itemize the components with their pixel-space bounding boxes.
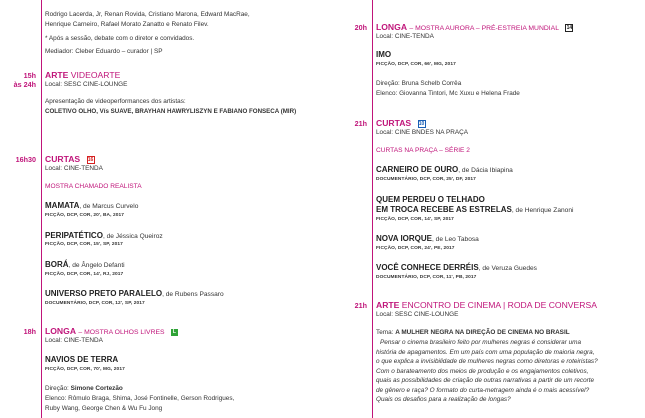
- r-longa-local: Local: CINE-TENDA: [376, 33, 434, 40]
- film-meta: FICÇÃO, DCP, COR, 24', PE, 2017: [376, 246, 455, 251]
- rating-10-icon: 10: [418, 121, 425, 127]
- film-meta: FICÇÃO, DCP, COR, 15', SP, 2017: [45, 242, 123, 247]
- longa-film-meta: FICÇÃO, DCP, COR, 70', MG, 2017: [45, 367, 125, 372]
- r-arte-text-line: de gênero e raça? O formato do curta-metragem ainda é o mais acessível?: [376, 387, 590, 394]
- intro-mediation: Mediador: Cleber Eduardo – curador | SP: [45, 48, 163, 55]
- r-longa-cast: Elenco: Giovanna Tintori, Mc Xuxu e Helena Frade: [376, 90, 520, 97]
- film-title: MAMATA, de Marcus Curvelo: [45, 201, 139, 210]
- longa-local: Local: CINE-TENDA: [45, 337, 103, 344]
- r-curtas-heading: [376, 119, 426, 128]
- longa-title: LONGA: [45, 326, 77, 336]
- film-title: BORÁ, de Ângelo Defanti: [45, 260, 125, 269]
- film-title: CARNEIRO DE OURO, de Dácia Ibiapina: [376, 165, 513, 174]
- r-longa-time: 20h: [354, 23, 367, 32]
- film-meta: FICÇÃO, DCP, COR, 14', RJ, 2017: [45, 272, 124, 277]
- film-title: QUEM PERDEU O TELHADO: [376, 195, 485, 204]
- r-arte-time: 21h: [354, 301, 367, 310]
- film-meta: DOCUMENTÁRIO, DCP, COR, 25', DF, 2017: [376, 177, 476, 182]
- r-longa-film-title: IMO: [376, 50, 392, 59]
- intro-note: * Após a sessão, debate com o diretor e convidados.: [45, 35, 195, 42]
- r-arte-subtitle: ENCONTRO DE CINEMA | RODA DE CONVERSA: [401, 300, 597, 310]
- r-arte-text-line: quais as possibilidades de criação de outras narrativas a partir de um recorte: [376, 377, 595, 384]
- r-arte-text-line: história de apagamentos. Em um país com uma população de maioria negra,: [376, 349, 595, 356]
- left-divider: [41, 0, 42, 418]
- r-arte-local: Local: SESC CINE-LOUNGE: [376, 311, 459, 318]
- longa-heading: [45, 327, 178, 337]
- r-arte-text-line: Quais os desafios para a realização de longas?: [376, 396, 511, 403]
- film-meta: FICÇÃO, DCP, COR, 14', SP, 2017: [376, 217, 454, 222]
- longa-time: 18h: [23, 327, 36, 336]
- arte-description: Apresentação de videoperformances dos artistas:: [45, 98, 186, 105]
- r-arte-text-line: Com o barateamento dos meios de produção e os engajamentos coletivos,: [376, 368, 589, 375]
- curtas-heading: [45, 155, 95, 164]
- curtas-section: MOSTRA CHAMADO REALISTA: [45, 183, 142, 190]
- film-meta: DOCUMENTÁRIO, DCP, COR, 11', PB, 2017: [376, 275, 477, 280]
- film-title: UNIVERSO PRETO PARALELO, de Rubens Passaro: [45, 289, 224, 298]
- intro-line-2: Henrique Carneiro, Rafael Morato Zanatto e Renato Filev.: [45, 21, 209, 28]
- r-longa-heading: [376, 23, 573, 33]
- r-arte-heading: [376, 301, 597, 310]
- film-title: VOCÊ CONHECE DERRÉIS, de Veruza Guedes: [376, 263, 537, 272]
- r-longa-subtitle: – MOSTRA AURORA – PRÉ-ESTREIA MUNDIAL: [409, 25, 559, 32]
- arte-artists: COLETIVO OLHO, Vís SUAVE, BRAYHAN HAWRYLISZYN E FABIANO FONSECA (MIR): [45, 108, 297, 115]
- right-divider: [372, 0, 373, 418]
- longa-cast-2: Ruby Wang, George Chen & Wu Fu Jong: [45, 405, 163, 412]
- r-longa-film-meta: FICÇÃO, DCP, COR, 66', MG, 2017: [376, 62, 456, 67]
- rating-l-icon: L: [172, 329, 176, 335]
- longa-subtitle: – MOSTRA OLHOS LIVRES: [78, 329, 165, 336]
- film-title-cont: EM TROCA RECEBE AS ESTRELAS, de Henrique Zanoni: [376, 205, 574, 214]
- arte-time-start: 15h: [23, 71, 36, 80]
- r-arte-text-line: o que explica a invisibilidade de mulheres negras como diretoras e roteiristas?: [376, 358, 598, 365]
- longa-film-title: NAVIOS DE TERRA: [45, 355, 119, 364]
- curtas-title: CURTAS: [45, 154, 81, 164]
- longa-direction: Direção: Simone Cortezão: [45, 385, 123, 392]
- arte-local: Local: SESC CINE-LOUNGE: [45, 81, 128, 88]
- arte-subtitle: VIDEOARTE: [70, 70, 121, 80]
- arte-title: ARTE: [45, 70, 69, 80]
- film-title: NOVA IORQUE, de Leo Tabosa: [376, 234, 479, 243]
- r-curtas-section: CURTAS NA PRAÇA – SÉRIE 2: [376, 147, 470, 154]
- rating-16-icon: 16: [87, 157, 94, 163]
- intro-line-1: Rodrigo Lacerda, Jr, Renan Rovida, Cristiano Marona, Edward MacRae,: [45, 11, 250, 18]
- film-meta: FICÇÃO, DCP, COR, 20', BA, 2017: [45, 213, 125, 218]
- r-arte-text-line: Pensar o cinema brasileiro feito por mulheres negras é considerar uma: [380, 339, 582, 346]
- longa-cast-1: Elenco: Rômulo Braga, Shima, José Fontinelle, Gerson Rodrigues,: [45, 395, 235, 402]
- r-longa-title: LONGA: [376, 22, 408, 32]
- arte-time-end: às 24h: [13, 80, 36, 89]
- curtas-time: 16h30: [15, 155, 36, 164]
- film-meta: DOCUMENTÁRIO, DCP, COR, 12', SP, 2017: [45, 301, 145, 306]
- r-curtas-local: Local: CINE BNDES NA PRAÇA: [376, 129, 468, 136]
- r-longa-direction: Direção: Bruna Schelb Corrêa: [376, 80, 462, 87]
- r-curtas-title: CURTAS: [376, 118, 412, 128]
- rating-14-icon: 14: [566, 25, 573, 31]
- arte-heading: [45, 71, 120, 80]
- r-curtas-time: 21h: [354, 119, 367, 128]
- curtas-local: Local: CINE-TENDA: [45, 165, 103, 172]
- r-arte-theme: Tema: A MULHER NEGRA NA DIREÇÃO DE CINEMA NO BRASIL: [376, 329, 570, 336]
- film-title: PERIPATÉTICO, de Jéssica Queiroz: [45, 231, 163, 240]
- r-arte-title: ARTE: [376, 300, 400, 310]
